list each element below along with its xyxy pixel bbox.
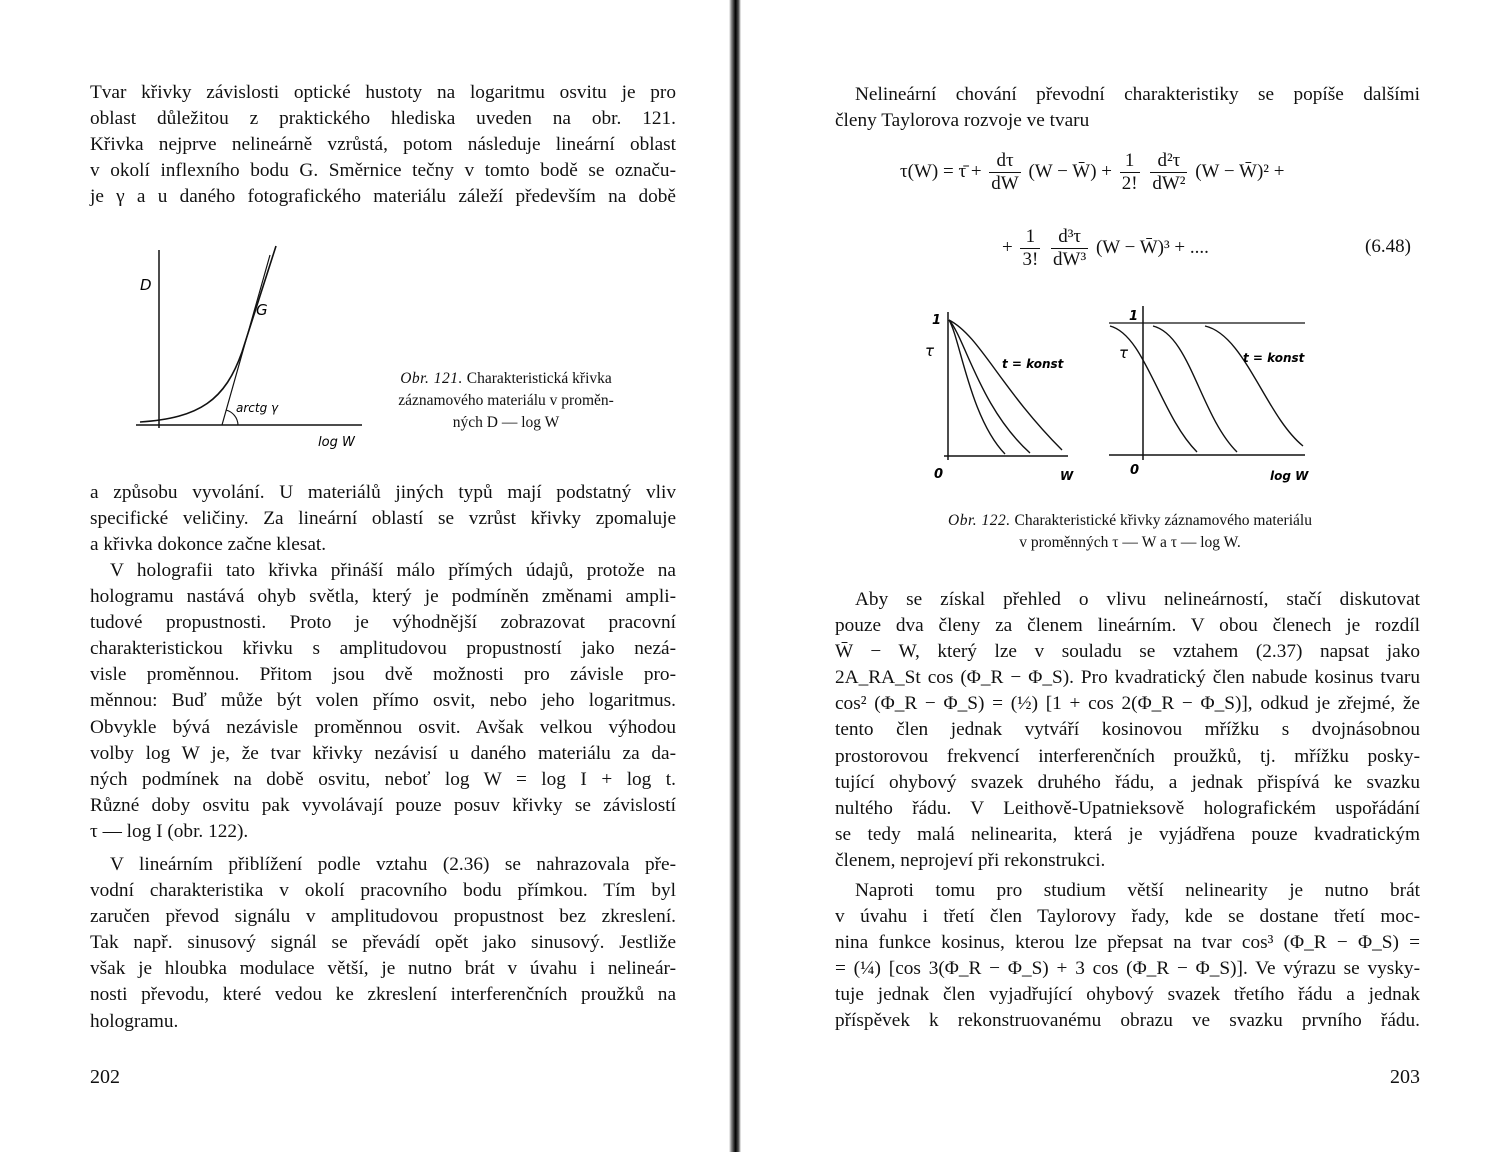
text-line: a křivka dokonce začne klesat. (90, 534, 327, 556)
caption-number: Obr. 121. (400, 370, 463, 387)
x-axis-label: log W (1270, 469, 1309, 483)
text-line: členem, neprojeví při rekonstrukci. (835, 849, 1106, 871)
caption-text: ných D — log W (452, 414, 560, 431)
fraction: $\frac{1}{2!}$ (1121, 150, 1138, 194)
text-line: hologramu. (90, 1010, 179, 1032)
equation-term: (W − W̄)² + (1195, 160, 1285, 182)
text-line: Různé doby osvitu pak vyvolávají pouze posuv křivky se závislostí (90, 794, 676, 816)
characteristic-curve (140, 246, 276, 422)
x-axis-label: W (1060, 469, 1074, 483)
text-line: Naproti tomu pro studium větší nelinearity je nutno brát (855, 880, 1420, 901)
left-paragraph-4 (90, 852, 676, 1035)
text-line: v okolí inflexního bodu G. Směrnice tečny v tomto bodě se označu- (90, 160, 676, 182)
right-paragraph-1 (835, 82, 1420, 134)
book-spine (729, 0, 741, 1152)
text-line: V lineárním přiblížení podle vztahu (2.36) se nahrazovala pře- (110, 854, 676, 875)
text-line: hologramu nastává ohyb světla, který je podmíněn změnami ampli- (90, 586, 676, 608)
text-line: nina funkce kosinus, kterou lze přepsat na tvar cos³ (Φ_R − Φ_S) = (835, 932, 1420, 954)
equation-lead: + (1002, 236, 1013, 258)
curve (1153, 326, 1237, 452)
text-line: τ — log I (obr. 122). (90, 820, 249, 842)
figure-121-graph (130, 240, 380, 460)
text-line: visle proměnnou. Přitom jsou dvě možnosti pro závisle pro- (90, 664, 676, 686)
text-line: W̄ − W, který lze v souladu se vztahem (2.37) napsat jako (835, 641, 1420, 663)
right-paragraph-3 (835, 878, 1420, 1035)
text-line: tuje jednak člen vyjadřující ohybový svazek třetího řádu a jednak (835, 984, 1420, 1006)
figure-122-right-plot (1105, 300, 1330, 486)
y-axis-label: τ (925, 342, 935, 360)
text-line: tující ohybový svazek druhého řádu, a jednak přispívá ke svazku (835, 771, 1420, 793)
text-line: členy Taylorova rozvoje ve tvaru (835, 110, 1090, 132)
figure-122-left-plot (920, 308, 1074, 486)
text-line: však je hloubka modulace větší, je nutno brát v úvahu i nelineár- (90, 958, 676, 980)
text-line: vodní charakteristika v okolí pracovního bodu přímkou. Tím byl (90, 880, 676, 902)
left-page (0, 0, 725, 1152)
equation-term: (W − W̄) + (1028, 160, 1112, 182)
caption-number: Obr. 122. (948, 512, 1011, 529)
figure-121-caption (366, 368, 646, 434)
caption-text: v proměnných τ — W a τ — log W. (1019, 534, 1241, 551)
left-paragraph-1 (90, 80, 676, 210)
fraction: $\frac{1}{3!}$ (1022, 226, 1039, 270)
page-number-left: 202 (90, 1066, 120, 1088)
equation-lhs: τ(W) = τ̄ + (900, 160, 982, 182)
curve-label: t = konst (1002, 357, 1064, 371)
text-line: pouze dva členy za členem lineárním. V obou členech je rozdíl (835, 615, 1420, 637)
text-line: zaručen převod signálu v amplitudovou propustnost bez zkreslení. (90, 906, 676, 928)
text-line: = (¼) [cos 3(Φ_R − Φ_S) + 3 cos (Φ_R − Φ_S)]. Ve výrazu se vysky- (835, 958, 1420, 980)
axis-x-label: log W (318, 435, 355, 450)
text-line: příspěvek k rekonstruovanému obrazu ve svazku prvního řádu. (835, 1010, 1420, 1032)
caption-text: Charakteristické křivky záznamového materiálu (1014, 512, 1312, 529)
text-line: Tvar křivky závislosti optické hustoty na logaritmu osvitu je pro (90, 82, 676, 103)
text-line: 2A_RA_St cos (Φ_R − Φ_S). Pro kvadratický člen nabude kosinus tvaru (835, 667, 1420, 689)
origin-label: 0 (934, 467, 944, 482)
right-paragraph-2 (835, 587, 1420, 874)
caption-text: Charakteristická křivka (466, 370, 612, 387)
y-axis-label: τ (1119, 344, 1129, 362)
curve (949, 320, 1062, 450)
y-top-label: 1 (1129, 309, 1139, 324)
text-line: Nelineární chování převodní charakteristiky se popíše dalšími (855, 84, 1420, 105)
text-line: charakteristickou křivku s amplitudovou propustností jako nezá- (90, 638, 676, 660)
fraction: $\frac{\text{d³τ}}{\text{dW³}}$ (1053, 226, 1087, 270)
text-line: je γ a u daného fotografického materiálu záleží především na době (90, 186, 676, 208)
equation-number: (6.48) (1365, 236, 1411, 257)
page-number-right: 203 (1390, 1066, 1420, 1088)
axis-y-label: D (140, 276, 152, 294)
text-line: nultého řádu. V Leithově-Upatnieksově holografickém uspořádání (835, 797, 1420, 819)
curve-label: t = konst (1243, 351, 1305, 365)
text-line: Křivka nejprve nelineárně vzrůstá, potom následuje lineární oblast (90, 134, 676, 156)
equation-line-1 (900, 150, 1284, 195)
fraction: $\frac{d\tau}{dW}$ (991, 150, 1019, 194)
fraction: $\frac{\text{d²τ}}{\text{dW²}}$ (1152, 150, 1186, 194)
text-line: Aby se získal přehled o vlivu nelineárností, stačí diskutovat (855, 589, 1420, 610)
text-line: oblast důležitou z praktického hlediska uveden na obr. 121. (90, 108, 676, 130)
text-line: Tak např. sinusový signál se převádí opět jako sinusový. Jestliže (90, 932, 676, 954)
left-paragraph-3 (90, 558, 676, 845)
tangent-line (222, 255, 270, 425)
curve (949, 320, 1005, 454)
text-line: tudové propustnosti. Proto je výhodnější zobrazovat pracovní (90, 612, 676, 634)
text-line: V holografii tato křivka přináší málo přímých údajů, protože na (110, 560, 676, 581)
angle-label: arctg γ (236, 401, 279, 415)
equation-line-2 (1002, 226, 1209, 271)
point-g-label: G (256, 301, 268, 319)
text-line: Obvykle bývá nezávisle proměnnou osvit. Avšak velkou výhodou (90, 716, 676, 738)
figure-122-caption (880, 510, 1380, 554)
text-line: měnnou: Buď může být volen přímo osvit, nebo jeho logaritmus. (90, 690, 676, 712)
left-paragraph-2 (90, 480, 676, 558)
text-line: tento člen jednak vytváří kosinovou mřížku s dvojnásobnou (835, 719, 1420, 741)
text-line: se tedy malá nelinearita, která je vyjádřena pouze kvadratickým (835, 823, 1420, 845)
text-line: cos² (Φ_R − Φ_S) = (½) [1 + cos 2(Φ_R − Φ_S)], odkud je zřejmé, že (835, 693, 1420, 715)
equation-term: (W − W̄)³ + .... (1095, 236, 1209, 258)
text-line: prostorovou frekvencí interferenčních proužků, tj. mřížku posky- (835, 745, 1420, 767)
caption-text: záznamového materiálu v proměn- (398, 392, 614, 409)
text-line: a způsobu vyvolání. U materiálů jiných typů mají podstatný vliv (90, 482, 676, 503)
y-top-label: 1 (932, 313, 942, 328)
text-line: specifické veličiny. Za lineární oblastí se vzrůst křivky zpomaluje (90, 508, 676, 530)
origin-label: 0 (1130, 463, 1140, 478)
text-line: v úvahu i třetí člen Taylorovy řady, kde se dostane třetí moc- (835, 906, 1420, 928)
right-page (760, 0, 1506, 1152)
text-line: nosti převodu, které vedou ke zkreslení interferenčních proužků na (90, 984, 676, 1006)
text-line: volby log W je, že tvar křivky nezávisí u daného materiálu za da- (90, 742, 676, 764)
text-line: ných podmínek na době osvitu, neboť log W = log I + log t. (90, 768, 676, 790)
